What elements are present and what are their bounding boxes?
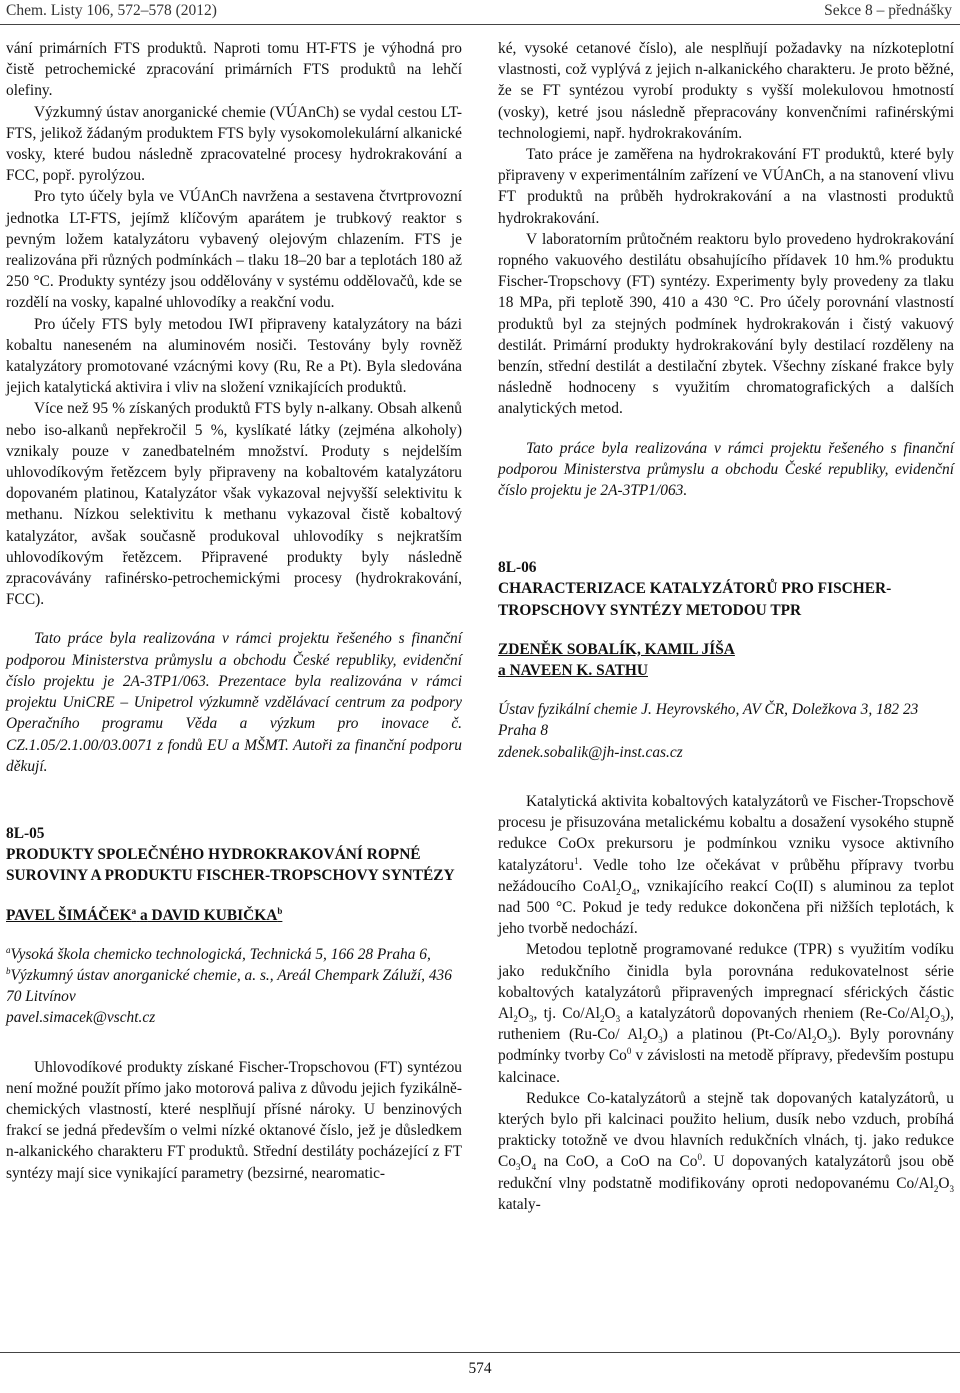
text-run: . U dopovaných katalyzátorů jsou obě redukční vlny podstatně modifikovány oproti nedopovanému Co/Al bbox=[498, 1153, 954, 1192]
affiliation bbox=[6, 944, 462, 1008]
text-run: a katalyzátorů dopovaných rheniem (Re-Co/Al bbox=[620, 1004, 925, 1022]
paragraph: vání primárních FTS produktů. Naproti tomu HT-FTS je výhodná pro čistě petrochemické zpracování primárních FTS produktů na lehčí olefiny. bbox=[6, 40, 462, 100]
footer-rule bbox=[0, 1352, 960, 1353]
section-number: 8L-06 bbox=[498, 559, 537, 577]
spacer bbox=[498, 681, 954, 699]
subscript: 2 bbox=[933, 1183, 939, 1194]
subscript: 3 bbox=[949, 1183, 954, 1194]
page-footer bbox=[0, 1360, 960, 1378]
paragraph bbox=[498, 791, 954, 939]
spacer bbox=[498, 529, 954, 557]
subscript: 2 bbox=[924, 1014, 930, 1024]
author-name: ZDENĚK SOBALÍK, KAMIL JÍŠA bbox=[498, 640, 735, 658]
left-column bbox=[6, 38, 462, 1184]
paragraph: Pro účely FTS byly metodou IWI připraveny katalyzátory na bázi kobaltu naneseném na aluminovém nosiči. Testovány byly rovněž katalyzátory promotované vzácnými kovy (Ru, Re a Pt). Byla sledována jejich katalytická aktivira i vliv na složení vznikajících produktů. bbox=[6, 315, 462, 397]
page-number: 574 bbox=[468, 1360, 492, 1377]
author-affil-mark: b bbox=[277, 905, 283, 916]
paragraph: Tato práce je zaměřena na hydrokrakování FT produktů, které byly připraveny v experimentálním zařízení ve VÚAnCh, a na stanovení vlivu FT produktů na průběh hydrokrakování a na vlastnosti produktů hydrokrakování. bbox=[498, 146, 954, 227]
text-run: ) a platinou (Pt-Co/Al bbox=[662, 1026, 812, 1044]
affiliation: Ústav fyzikální chemie J. Heyrovského, AV ČR, Doležkova 3, 182 23 Praha 8 bbox=[498, 701, 919, 740]
spacer bbox=[6, 610, 462, 628]
author-name: NAVEEN K. SATHU bbox=[509, 662, 648, 680]
author-name: DAVID KUBIČKA bbox=[151, 906, 278, 924]
spacer bbox=[498, 621, 954, 639]
spacer bbox=[6, 887, 462, 905]
subscript: 3 bbox=[515, 1162, 521, 1173]
subscript: 2 bbox=[616, 886, 621, 897]
subscript: 2 bbox=[599, 1014, 605, 1024]
paragraph: Pro tyto účely byla ve VÚAnCh navržena a sestavena čtvrtprovozní jednotka LT-FTS, jejímž klíčovým aparátem je trubkový reaktor s pevným ložem katalyzátoru vybavený olejovým chlazením. FTS je realizována při různých podmínkách – tlaku 18–20 bar a teplotách 180 až 250 °C. Produkty syntézy jsou oddělovány v systému oddělovačů, kde se rozdělí na vosky, kapalné uhlovodíky a reakční vodu. bbox=[6, 188, 462, 312]
text-run: , tj. Co/Al bbox=[533, 1004, 600, 1022]
spacer bbox=[6, 805, 462, 823]
author-name: PAVEL ŠIMÁČEK bbox=[6, 906, 132, 924]
paragraph: V laboratorním průtočném reaktoru bylo provedeno hydrokrakování ropného vakuového destilátu obsahujícího přídavek 10 hm.% produktu Fischer-Tropschovy (FT) syntézy. Experimenty byly provedeny za tlaku 18 MPa, při teplotě 390, 410 a 430 °C. Pro účely porovnání vlastností produktů byl za stejných podmínek hydrokrakován i čistý vakuový destilát. Primární produkty hydrokrakování byly destilací rozděleny na benzín, střední destilát a destilační zbytek. Všechny získané frakce byly následně hodnoceny s využitím chromatografických a dalších analytických metod. bbox=[498, 230, 954, 418]
subscript: 3 bbox=[529, 1014, 534, 1024]
text-run: O bbox=[517, 1004, 530, 1022]
spacer bbox=[6, 1029, 462, 1057]
paragraph: Výzkumný ústav anorganické chemie (VÚAnCh) se vydal cestou LT-FTS, jelikož žádaným produktem FTS byly vysokomolekulární alkanické vosky, které budou následně zpracovatelné procesy hydrokrakování a FCC, popř. pyrolýzou. bbox=[6, 103, 462, 185]
subscript: 3 bbox=[827, 1035, 832, 1046]
text-run: , vznikajícího reakcí Co(II) s aluminou za teplot nad 500 °C. Pokud je tedy redukce dokončena při nižších teplotách, k jeho tvorbě nedochází. bbox=[498, 877, 954, 938]
paragraph: ké, vysoké cetanové číslo), ale nesplňují požadavky na nízkoteplotní vlastnosti, což vyplývá z jejich n-alkanického charakteru. Je proto běžné, že se FT syntézou vyrobí produkty s vyšší molekulovou hmotností (vosky), ketré jsou následně přepracovány konvenčními rafinérskými technologiemi, např. hydrokrakováním. bbox=[498, 40, 954, 142]
subscript: 2 bbox=[811, 1035, 817, 1046]
affil-mark: b bbox=[6, 965, 11, 976]
paragraph bbox=[498, 1088, 954, 1215]
text-run: ). Byly porovnány podmínky tvorby Co bbox=[498, 1026, 954, 1065]
subscript: 2 bbox=[513, 1014, 518, 1024]
acknowledgement: Tato práce byla realizována v rámci projektu řešeného s finanční podporou Ministerstva průmyslu a obchodu České republiky, evidenční číslo projektu je 2A-3TP1/063. bbox=[498, 439, 954, 500]
affiliation-b: Výzkumný ústav anorganické chemie, a. s., Areál Chempark Záluží, 436 70 Litvínov bbox=[6, 966, 452, 1006]
spacer bbox=[498, 501, 954, 529]
paragraph: Více než 95 % získaných produktů FTS byly n-alkany. Obsah alkenů nebo iso-alkanů nepřekročil 5 %, kyslíkaté látky (zejména alkoholy) vznikaly pouze v zanedbatelném množství. Produty s nejdelším uhlovodíkovým řetězcem byly připraveny na kobaltovém katalyzátoru dopovaném platinou, Katalyzátor však vykazoval nejvyšší selektivitu k methanu. Nízkou selektivitu k methanu vykazoval čistě kobaltový katalyzátor, avšak současně produkoval uhlovodíky s nejkratším uhlovodíkovým řetězcem. Připravené produkty byly následně zpracovávány rafinérsko-petrochemickými procesy (hydrokrakování, FCC). bbox=[6, 400, 462, 609]
author-line bbox=[6, 905, 462, 926]
section-number: 8L-05 bbox=[6, 824, 45, 842]
spacer bbox=[498, 763, 954, 791]
subscript: 3 bbox=[658, 1035, 663, 1046]
affil-mark: a bbox=[6, 944, 11, 955]
subscript: 3 bbox=[615, 1014, 621, 1024]
text-run: na CoO, a CoO na Co bbox=[536, 1153, 698, 1171]
subscript: 2 bbox=[642, 1035, 648, 1046]
journal-citation: Chem. Listy 106, 572–578 (2012) bbox=[6, 2, 217, 19]
paragraph bbox=[498, 939, 954, 1087]
superscript: 0 bbox=[697, 1152, 702, 1163]
section-title: CHARACTERIZACE KATALYZÁTORŮ PRO FISCHER-TROPSCHOVY SYNTÉZY METODOU TPR bbox=[498, 580, 892, 619]
text-run: Redukce Co-katalyzátorů a stejně tak dopovaných katalyzátorů, u kterých bylo při kalcinaci použito helium, dusík nebo vzduch, probíhá prakticky totožně ve dvou hlavních redukčních vlnách, tj. jako redukce Co bbox=[498, 1089, 954, 1171]
text-run: O bbox=[520, 1153, 532, 1171]
running-header bbox=[0, 0, 960, 28]
spacer bbox=[6, 926, 462, 944]
text-run: O bbox=[604, 1004, 616, 1022]
subscript: 4 bbox=[631, 886, 637, 897]
author-conjunction: a bbox=[498, 662, 506, 680]
text-run: Metodou teplotně programované redukce (TPR) s využitím vodíku jako redukčního činidla byla porovnána redukovatelnost série kobaltových katalyzátorů připravených impregnací sférických částic Al bbox=[498, 941, 954, 1022]
author-line bbox=[498, 639, 954, 681]
reference-mark: 1 bbox=[574, 855, 579, 866]
text-run: O bbox=[816, 1026, 828, 1044]
superscript: 0 bbox=[626, 1046, 632, 1057]
text-run: v závislosti na metodě přípravy, především postupu kalcinace. bbox=[498, 1047, 954, 1086]
paragraph: Uhlovodíkové produkty získané Fischer-Tropschovou (FT) syntézou není možné použít přímo jako motorová paliva z důvodu jejich fyzikálně-chemických vlastností, které nesplňují přísné nároky. U benzinových frakcí se jedná především o velmi nízké oktanové číslo, jež je důsledkem n-alkanického charakteru FT produktů. Střední destiláty pocházející z FT syntézy mají sice vynikající parametry (bezsirné, nearomatic- bbox=[6, 1058, 462, 1182]
author-conjunction: a bbox=[139, 906, 148, 924]
subscript: 4 bbox=[531, 1162, 537, 1173]
text-run: ), rutheniem (Ru-Co/ Al bbox=[498, 1004, 954, 1044]
affiliation-a: Vysoká škola chemicko technologická, Technická 5, 166 28 Praha 6, bbox=[10, 945, 431, 963]
author-email[interactable]: pavel.simacek@vscht.cz bbox=[6, 1009, 156, 1027]
text-run: O bbox=[647, 1026, 659, 1044]
subscript: 3 bbox=[940, 1014, 946, 1024]
author-affil-mark: a bbox=[131, 905, 137, 916]
text-run: kataly- bbox=[498, 1195, 541, 1213]
author-email[interactable]: zdenek.sobalik@jh-inst.cas.cz bbox=[498, 743, 683, 761]
spacer bbox=[6, 777, 462, 805]
acknowledgement: Tato práce byla realizována v rámci projektu řešeného s finanční podporou Ministerstva průmyslu a obchodu České republiky, evidenční číslo projektu je 2A-3TP1/063. Prezentace byla realizována v rámci projektu UniCRE – Unipetrol výzkumně vzdělávací centrum za podpory Operačního programu Věda a výzkum pro inovace č. CZ.1.05/2.1.00/03.0071 z fondů EU a MŠMT. Autoři za finanční podporu děkují. bbox=[6, 630, 462, 775]
section-title: PRODUKTY SPOLEČNÉHO HYDROKRAKOVÁNÍ ROPNÉ SUROVINY A PRODUKTU FISCHER-TROPSCHOVY SYNTÉZY bbox=[6, 846, 455, 885]
right-column bbox=[498, 38, 954, 1215]
text-run: Katalytická aktivita kobaltových katalyzátorů ve Fischer-Tropschově procesu je přisuzována metalickému kobaltu a dosažení vysokého stupně redukce CoOx prekursoru je podmínkou vzniku vysoce aktivního katalyzátoru bbox=[498, 792, 954, 874]
text-run: O bbox=[620, 877, 632, 895]
header-rule bbox=[0, 24, 960, 25]
section-label: Sekce 8 – přednášky bbox=[824, 2, 952, 19]
spacer bbox=[498, 420, 954, 438]
text-run: . Vedle toho lze očekávat v průběhu přípravy tvorbu nežádoucího CoAl bbox=[498, 856, 954, 895]
text-run: O bbox=[929, 1004, 941, 1022]
text-run: O bbox=[938, 1174, 950, 1192]
